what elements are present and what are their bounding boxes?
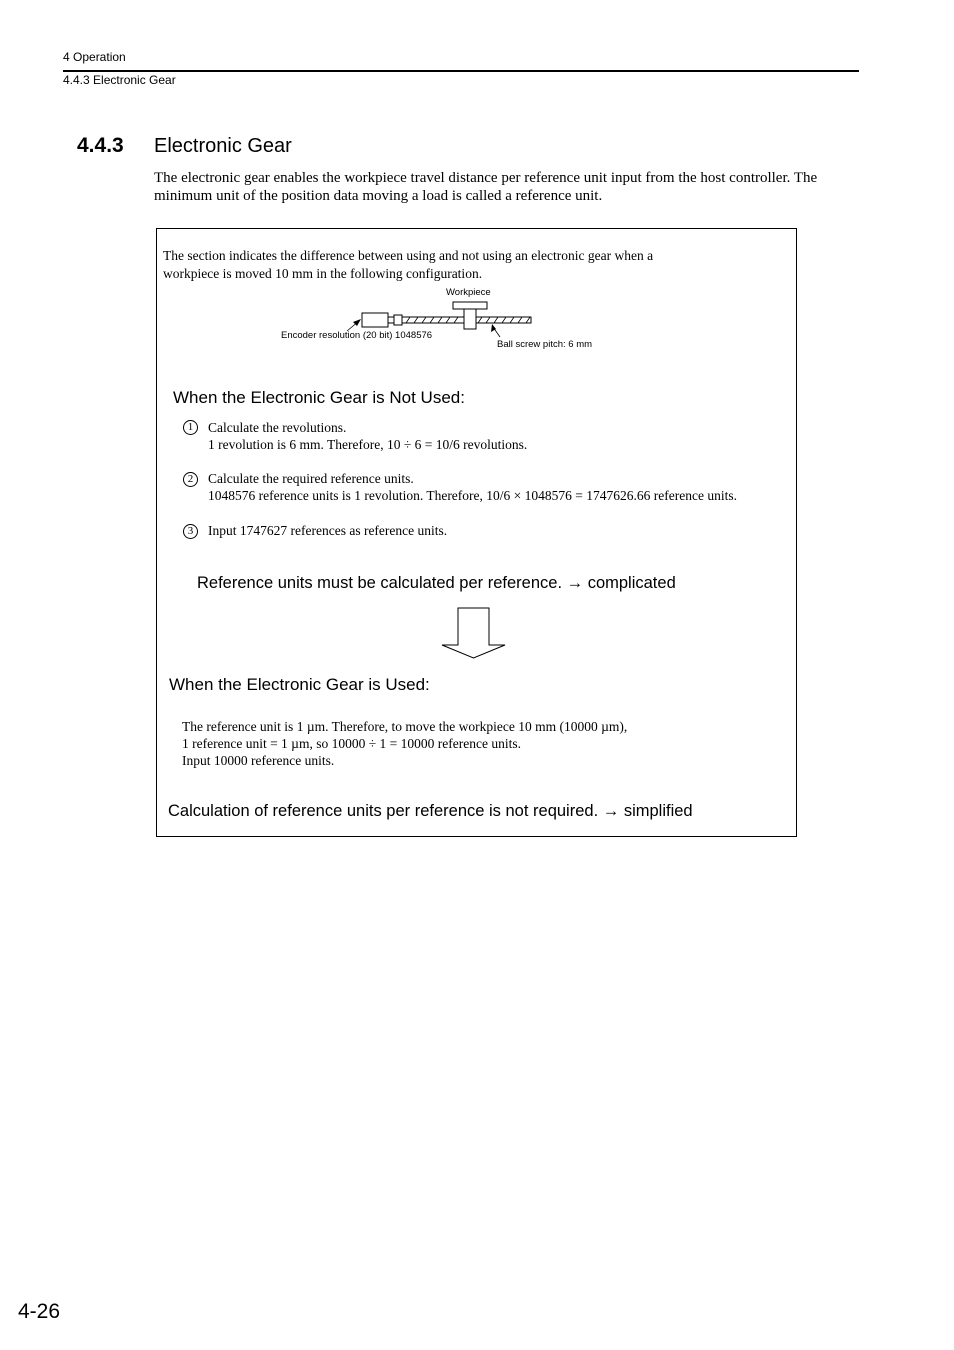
workpiece-label: Workpiece — [446, 287, 491, 298]
used-line-3: Input 10000 reference units. — [182, 753, 335, 768]
step-1-number: 1 — [183, 420, 198, 435]
step-1 — [208, 419, 527, 453]
section-intro: The electronic gear enables the workpiece travel distance per reference unit input from the host controller. The minimum unit of the position data moving a load is called a reference unit. — [154, 170, 818, 204]
coupling — [394, 315, 402, 325]
section-number: 4.4.3 — [77, 134, 124, 157]
step-3 — [208, 522, 447, 539]
step-1-line-1: Calculate the revolutions. — [208, 420, 347, 435]
step-2 — [208, 470, 737, 504]
step-2-number: 2 — [183, 472, 198, 487]
encoder-resolution-label: Encoder resolution (20 bit) 1048576 — [281, 330, 433, 341]
step-2-line-1: Calculate the required reference units. — [208, 471, 414, 486]
step-1-line-2: 1 revolution is 6 mm. Therefore, 10 ÷ 6 = 10/6 revolutions. — [208, 437, 528, 452]
ball-screw-pitch-label: Ball screw pitch: 6 mm — [497, 339, 593, 350]
used-conclusion: Calculation of reference units per reference is not required. → simplified — [168, 802, 693, 820]
used-line-1: The reference unit is 1 µm. Therefore, to move the workpiece 10 mm (10000 µm), — [182, 719, 628, 734]
step-3-line-1: Input 1747627 references as reference units. — [208, 523, 448, 538]
used-heading: When the Electronic Gear is Used: — [169, 675, 430, 694]
step-3-number: 3 — [183, 524, 198, 539]
running-header-section: 4.4.3 Electronic Gear — [63, 73, 176, 87]
box-intro-line-1: The section indicates the difference between using and not using an electronic gear when a — [163, 248, 654, 263]
workpiece-table — [453, 302, 487, 329]
box-intro-line-2: workpiece is moved 10 mm in the following configuration. — [163, 266, 483, 281]
step-2-line-2: 1048576 reference units is 1 revolution. Therefore, 10/6 × 1048576 = 1747626.66 reference units. — [208, 488, 737, 503]
down-arrow-icon — [441, 607, 507, 661]
section-title: Electronic Gear — [154, 135, 292, 157]
not-used-heading: When the Electronic Gear is Not Used: — [173, 388, 465, 407]
not-used-conclusion: Reference units must be calculated per reference. → complicated — [197, 574, 676, 592]
running-header-chapter: 4 Operation — [63, 50, 126, 64]
used-explanation — [182, 718, 627, 769]
servomotor-body — [362, 313, 394, 327]
pitch-leader-arrow — [491, 324, 500, 337]
page-number: 4-26 — [18, 1300, 61, 1323]
used-line-2: 1 reference unit = 1 µm, so 10000 ÷ 1 = 10000 reference units. — [182, 736, 521, 751]
